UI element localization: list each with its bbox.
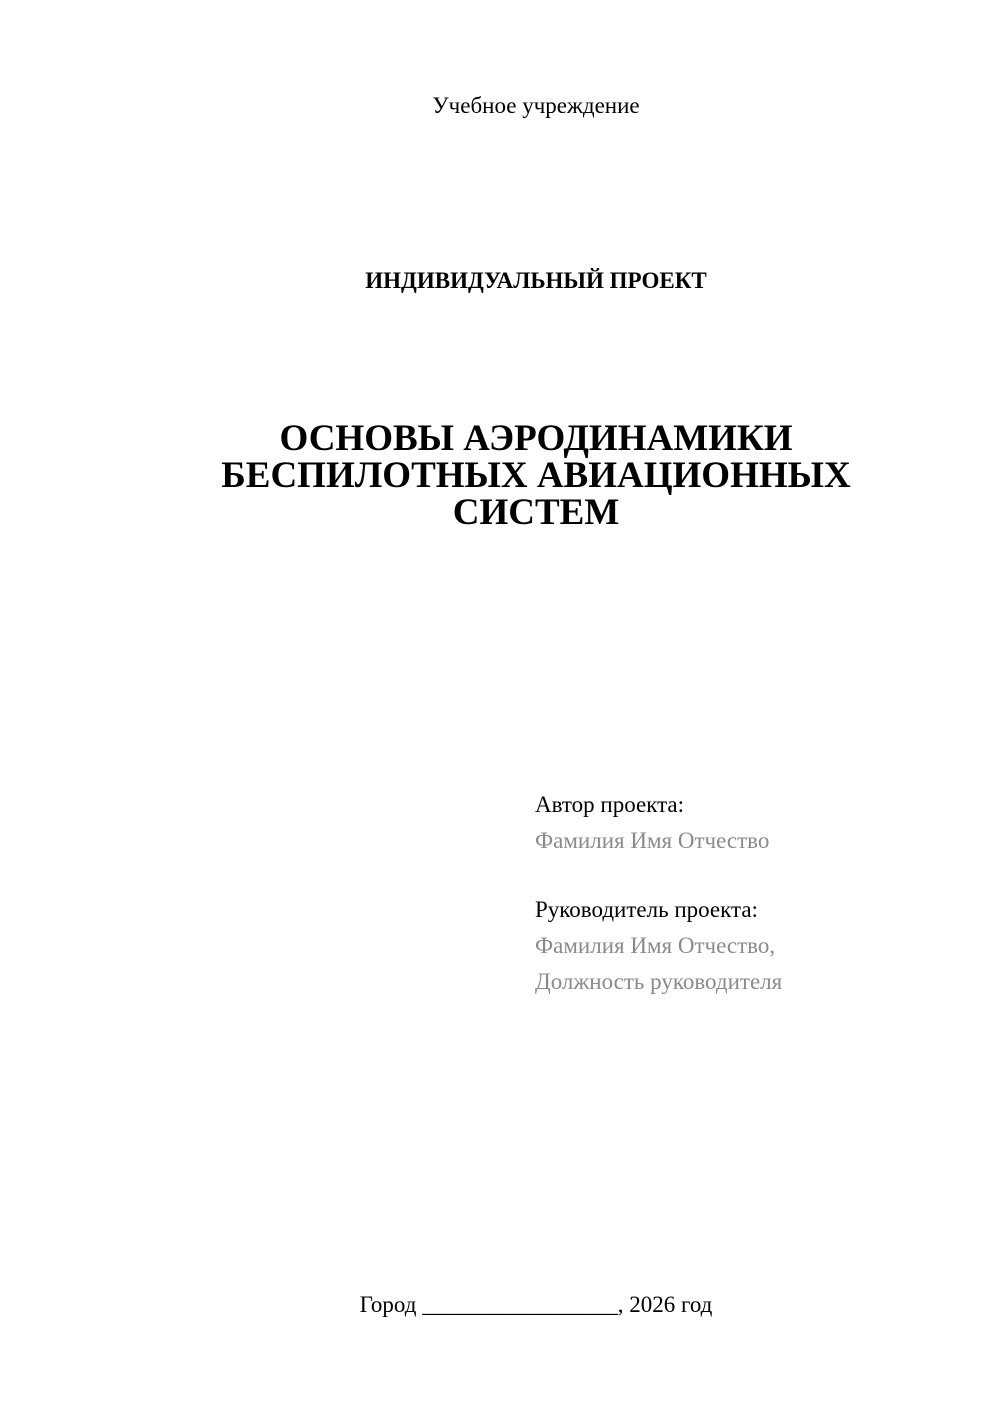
- institution-name: Учебное учреждение: [432, 93, 640, 118]
- project-title-line-3: СИСТЕМ: [452, 492, 620, 533]
- city-year-footer: Город _________________, 2026 год: [359, 1292, 713, 1317]
- author-block: [535, 787, 995, 859]
- supervisor-position: Должность руководителя: [535, 969, 783, 994]
- supervisor-block: [535, 892, 995, 1000]
- author-name: Фамилия Имя Отчество: [535, 828, 770, 853]
- project-title: [0, 420, 1000, 531]
- project-title-line-1: ОСНОВЫ АЭРОДИНАМИКИ: [279, 418, 793, 459]
- project-type-heading: ИНДИВИДУАЛЬНЫЙ ПРОЕКТ: [365, 268, 707, 293]
- project-title-line-2: БЕСПИЛОТНЫХ АВИАЦИОННЫХ: [221, 455, 851, 496]
- supervisor-label: Руководитель проекта:: [535, 897, 758, 922]
- author-label: Автор проекта:: [535, 792, 684, 817]
- supervisor-name: Фамилия Имя Отчество,: [535, 933, 776, 958]
